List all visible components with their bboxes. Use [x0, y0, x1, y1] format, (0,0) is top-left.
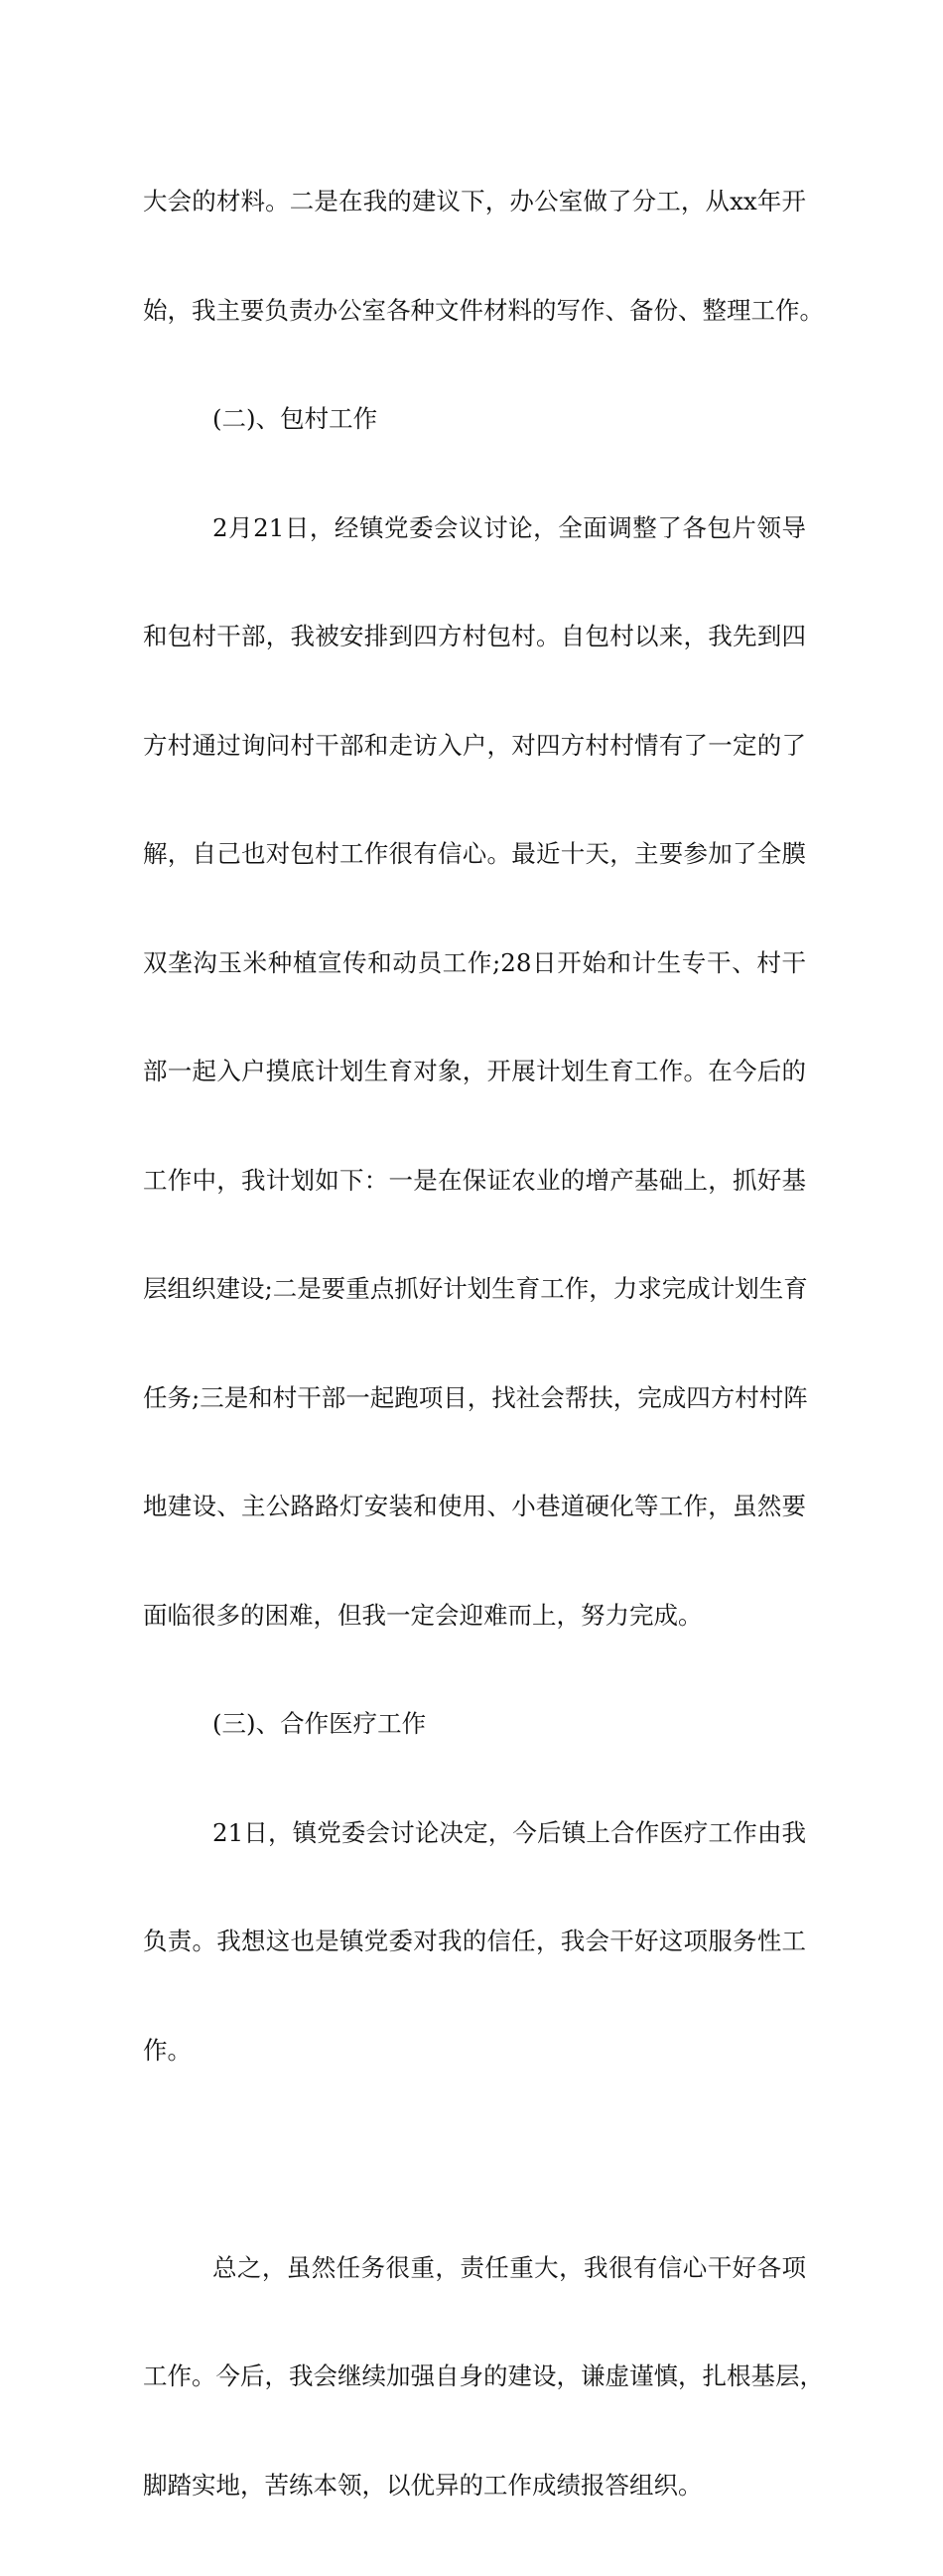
- section-heading-medical-work: (三)、合作医疗工作: [143, 1706, 806, 1743]
- paragraph-conclusion: [143, 2178, 806, 2576]
- text-line: 始，我主要负责办公室各种文件材料的写作、备份、整理工作。: [143, 293, 806, 330]
- paragraph-medical-work: [143, 1743, 806, 2142]
- paragraph-village-work: [143, 438, 806, 1707]
- paragraph-continuation: [143, 111, 806, 401]
- text-line: 地建设、主公路路灯安装和使用、小巷道硬化等工作，虽然要: [143, 1489, 806, 1525]
- text-line: 面临很多的困难，但我一定会迎难而上，努力完成。: [143, 1598, 806, 1635]
- text-line: 2月21日，经镇党委会议讨论，全面调整了各包片领导: [143, 510, 806, 547]
- document-page: [143, 111, 806, 2576]
- section-heading-village-work: (二)、包村工作: [143, 401, 806, 438]
- text-line: 和包村干部，我被安排到四方村包村。自包村以来，我先到四: [143, 619, 806, 655]
- text-line: 方村通过询问村干部和走访入户，对四方村村情有了一定的了: [143, 728, 806, 765]
- text-line: 作。: [143, 2033, 806, 2070]
- paragraph-spacer: [143, 2141, 806, 2178]
- text-line: 工作。今后，我会继续加强自身的建设，谦虚谨慎，扎根基层，: [143, 2359, 806, 2395]
- text-line: 大会的材料。二是在我的建议下，办公室做了分工，从xx年开: [143, 184, 806, 220]
- text-line: 双垄沟玉米种植宣传和动员工作;28日开始和计生专干、村干: [143, 945, 806, 982]
- text-line: 负责。我想这也是镇党委对我的信任，我会干好这项服务性工: [143, 1924, 806, 1960]
- text-line: 21日，镇党委会讨论决定，今后镇上合作医疗工作由我: [143, 1815, 806, 1852]
- text-line: 任务;三是和村干部一起跑项目，找社会帮扶，完成四方村村阵: [143, 1380, 806, 1417]
- text-line: 工作中，我计划如下：一是在保证农业的增产基础上，抓好基: [143, 1163, 806, 1200]
- text-line: 脚踏实地，苦练本领，以优异的工作成绩报答组织。: [143, 2468, 806, 2504]
- text-line: 总之，虽然任务很重，责任重大，我很有信心干好各项: [143, 2250, 806, 2287]
- text-line: 层组织建设;二是要重点抓好计划生育工作，力求完成计划生育: [143, 1271, 806, 1308]
- text-line: 部一起入户摸底计划生育对象，开展计划生育工作。在今后的: [143, 1054, 806, 1090]
- text-line: 解，自己也对包村工作很有信心。最近十天，主要参加了全膜: [143, 836, 806, 873]
